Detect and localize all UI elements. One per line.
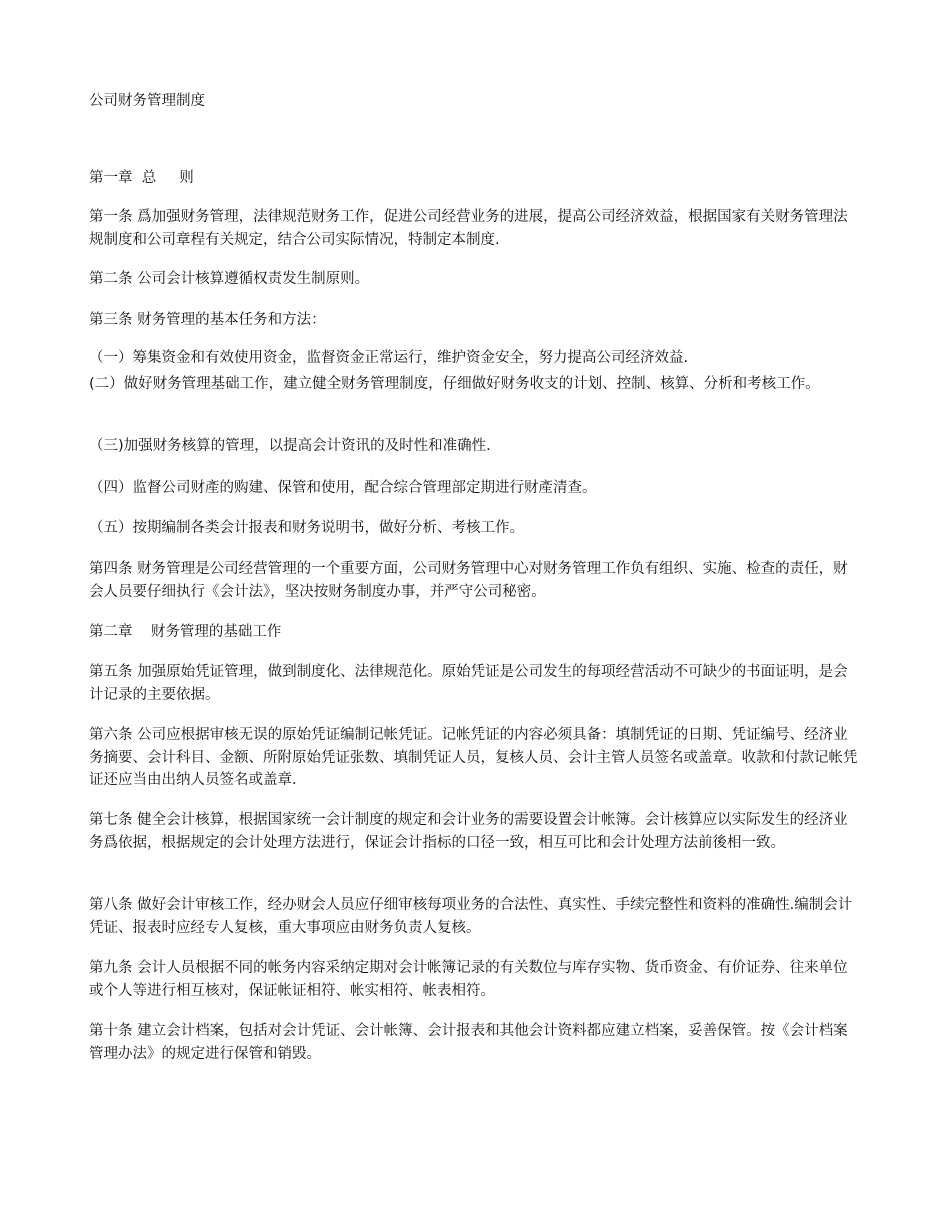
article-3: 第三条 财务管理的基本任务和方法： [89,312,326,328]
article-7: 第七条 健全会计核算，根据国家统一会计制度的规定和会计业务的需要设置会计帐簿。会计核算应以实际发生的经济业务爲依据，根据规定的会计处理方法进行，保证会计指标的口径一致，相互可比和会计处理方法前後相一致。 [89,812,848,851]
article-4: 第四条 财务管理是公司经营管理的一个重要方面，公司财务管理中心对财务管理工作负有组织、实施、检查的责任，财会人员要仔细执行《会计法》，坚决按财务制度办事，并严守公司秘密。 [89,561,848,600]
article-6: 第六条 公司应根据审核无误的原始凭证编制记帐凭证。记帐凭证的内容必须具备：填制凭证的日期、凭证编号、经济业务摘要、会计科目、金额、所附原始凭证张数、填制凭证人员，复核人员、会计主管人员签名或盖章。收款和付款记帐凭证还应当由出纳人员签名或盖章. [89,727,858,788]
chapter-2-heading: 第二章 财务管理的基础工作 [89,624,282,640]
article-3-item-4: （四）监督公司财產的购建、保管和使用，配合综合管理部定期进行财產清查。 [89,480,597,496]
article-3-item-1: （一）筹集资金和有效使用资金，监督资金正常运行，维护资金安全，努力提高公司经济效益. [89,349,689,366]
article-5: 第五条 加强原始凭证管理，做到制度化、法律规范化。原始凭证是公司发生的每项经营活动不可缺少的书面证明，是会计记录的主要依据。 [89,664,848,703]
article-1: 第一条 爲加强财务管理，法律规范财务工作，促进公司经营业务的进展，提高公司经济效益，根据国家有关财务管理法规制度和公司章程有关规定，结合公司实际情况，特制定本制度. [89,209,848,248]
article-8: 第八条 做好会计审核工作，经办财会人员应仔细审核每项业务的合法性、真实性、手续完整性和资料的准确性.编制会计凭证、报表时应经专人复核，重大事项应由财务负责人复核。 [89,897,853,936]
article-3-item-2: (二）做好财务管理基础工作，建立健全财务管理制度，仔细做好财务收支的计划、控制、核算、分析和考核工作。 [89,376,820,392]
article-3-item-5: （五）按期编制各类会计报表和财务说明书，做好分析、考核工作。 [89,520,524,536]
article-3-item-3: （三)加强财务核算的管理，以提高会计资讯的及时性和准确性. [89,438,491,454]
chapter-1-heading: 第一章 总 则 [89,170,194,186]
article-9: 第九条 会计人员根据不同的帐务内容采纳定期对会计帐簿记录的有关数位与库存实物、货币资金、有价证券、往来单位或个人等进行相互核对，保证帐证相符、帐实相符、帐表相符。 [89,960,848,999]
article-10: 第十条 建立会计档案，包括对会计凭证、会计帐簿、会计报表和其他会计资料都应建立档案，妥善保管。按《会计档案管理办法》的规定进行保管和销毁。 [89,1023,848,1062]
document-title: 公司财务管理制度 [89,93,205,109]
article-2: 第二条 公司会计核算遵循权责发生制原则。 [89,271,370,287]
